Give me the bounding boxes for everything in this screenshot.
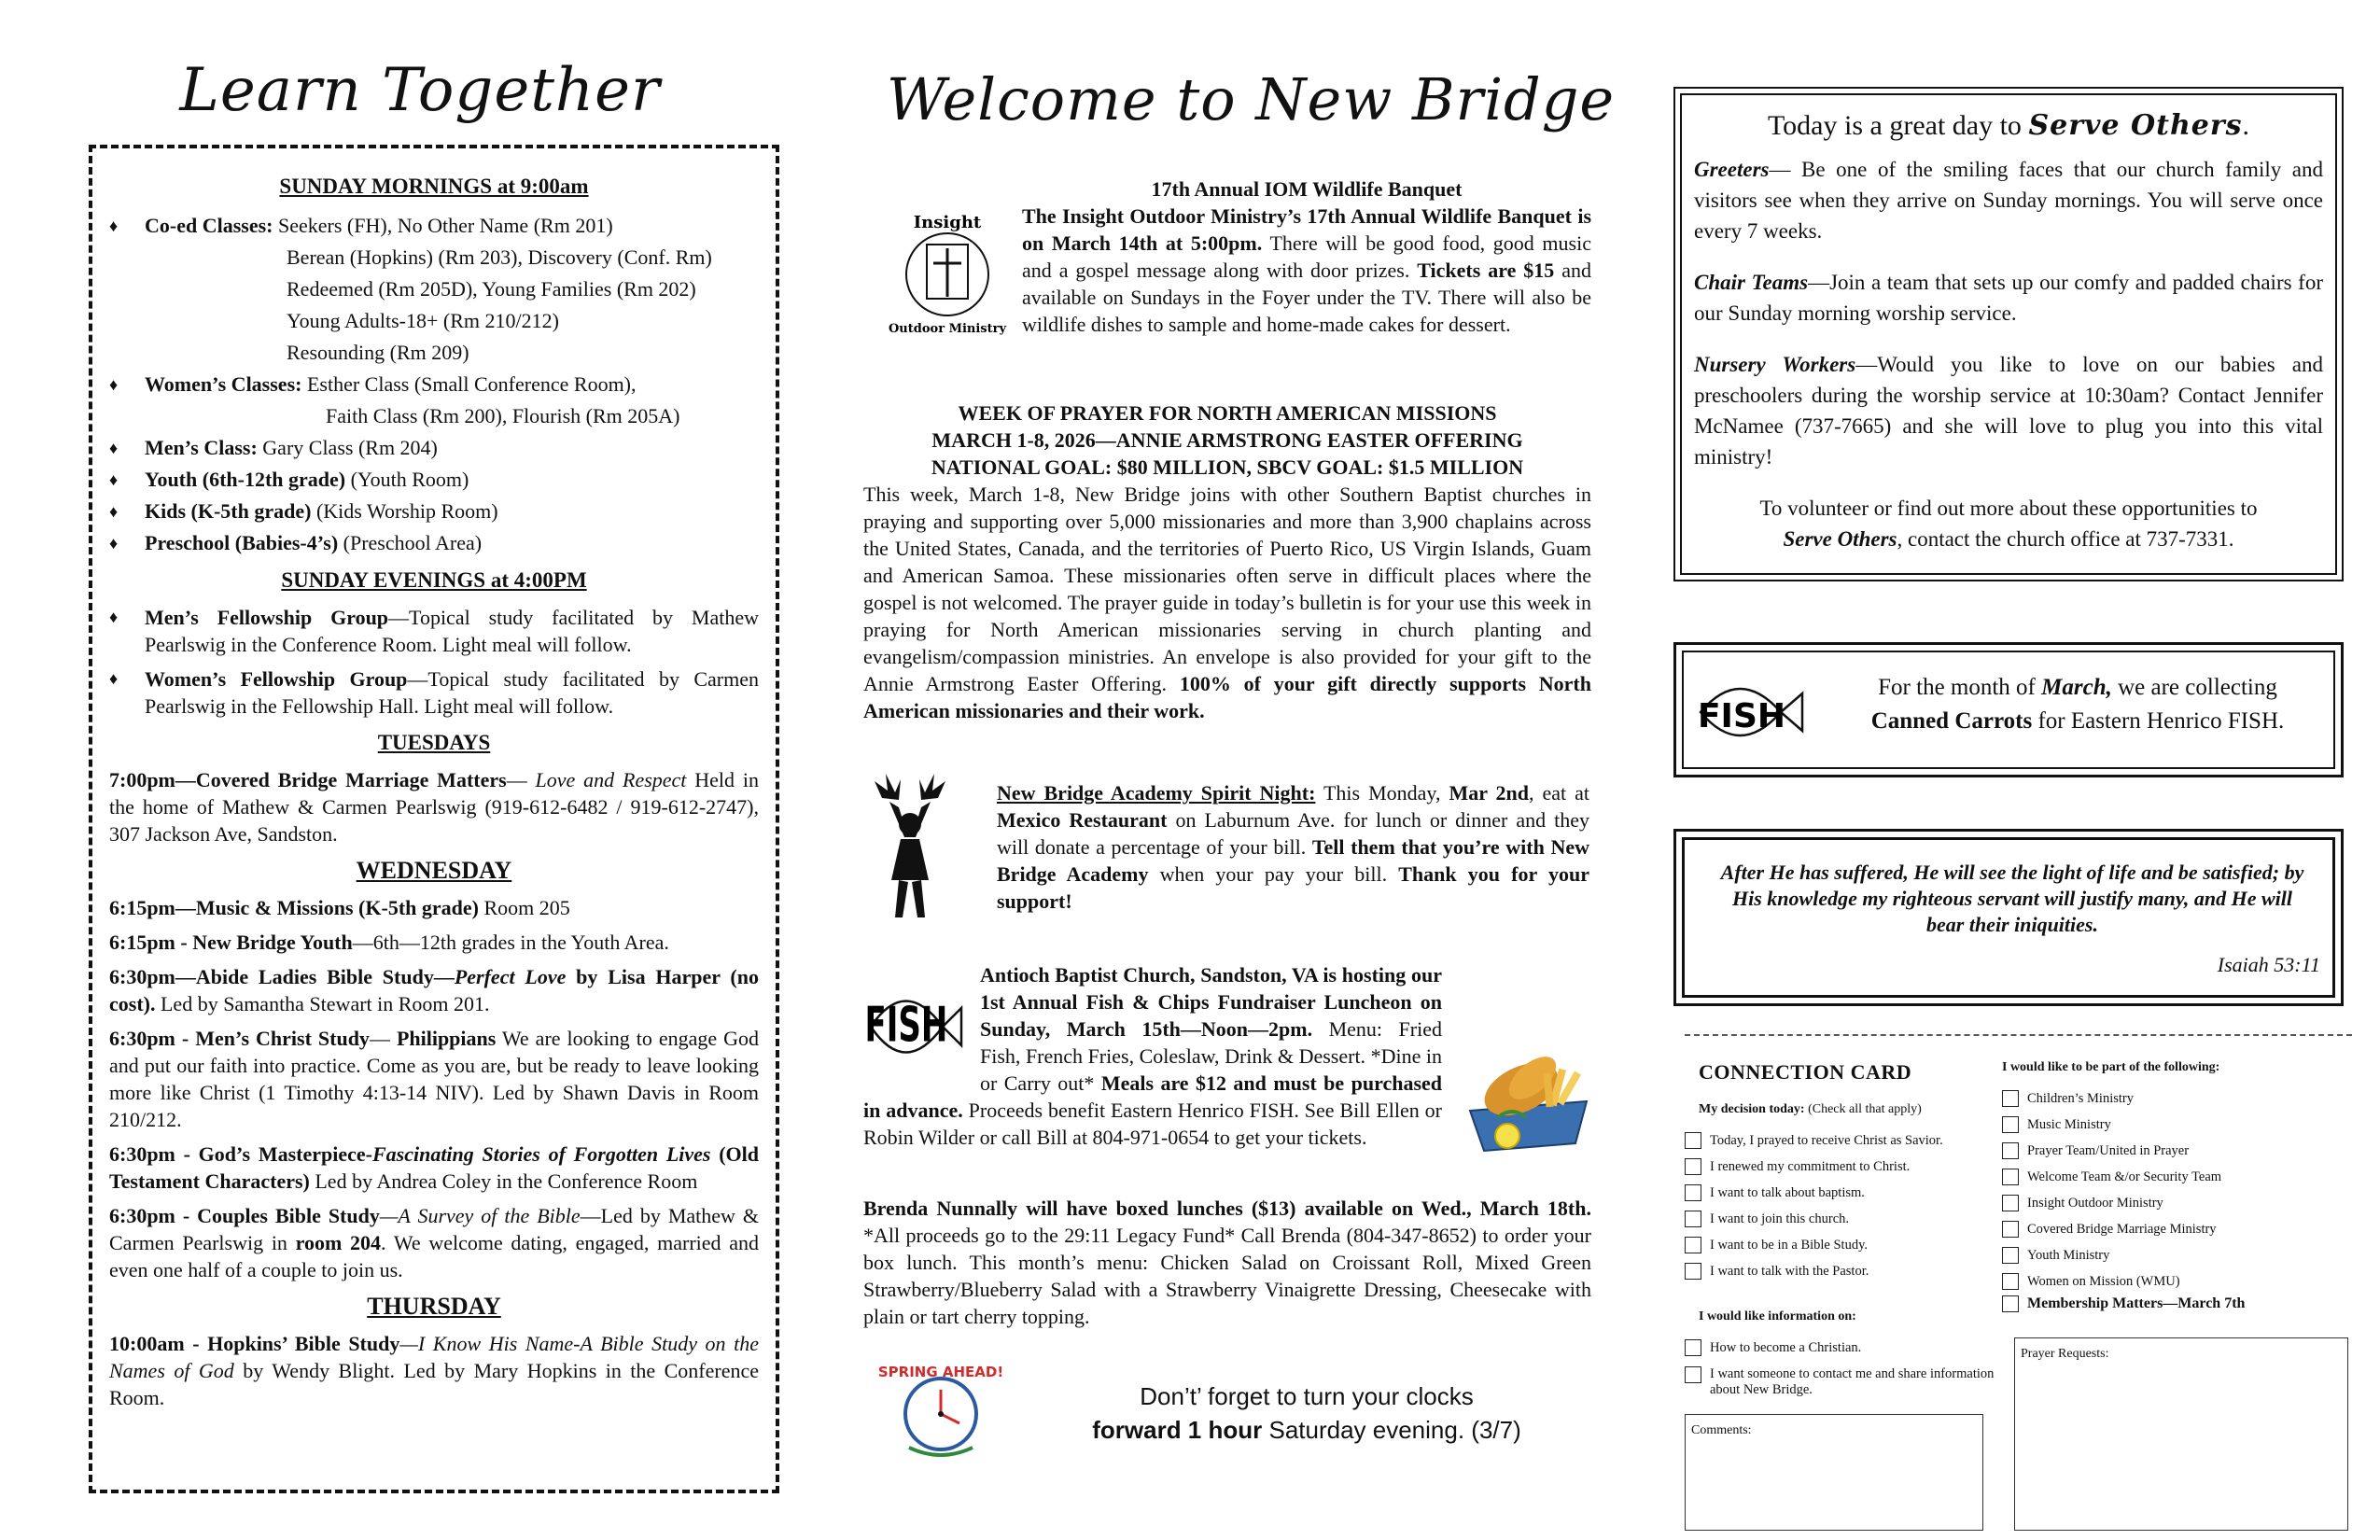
spring-ahead-clock-icon — [877, 1358, 1004, 1461]
logo-text: Outdoor Ministry — [888, 322, 1007, 336]
insight-outdoor-ministry-logo — [888, 207, 1007, 338]
ministry-checkbox[interactable]: Covered Bridge Marriage Ministry — [2002, 1216, 2347, 1242]
sunday-mornings-heading: SUNDAY MORNINGS at 9:00am — [279, 175, 589, 198]
logo-text: SPRING AHEAD! — [877, 1364, 1004, 1380]
kids-class: ♦ Kids (K-5th grade) (Kids Worship Room) — [109, 496, 759, 527]
fish-logo-icon — [1695, 665, 1807, 759]
decision-checkbox[interactable]: I want to join this church. — [1685, 1206, 2002, 1232]
womens-classes: ♦ Women’s Classes: Esther Class (Small Conference Room), — [109, 369, 759, 400]
serve-title: Today is a great day to Serve Others. — [1767, 109, 2250, 142]
coed-line: Berean (Hopkins) (Rm 203), Discovery (Conf. Rm) — [287, 245, 712, 269]
missions-heading: WEEK OF PRAYER FOR NORTH AMERICAN MISSIONS — [958, 401, 1497, 425]
ministry-checkbox[interactable]: Youth Ministry — [2002, 1242, 2347, 1268]
ministry-checkbox[interactable]: Prayer Team/United in Prayer — [2002, 1138, 2347, 1164]
decision-checkbox[interactable]: Today, I prayed to receive Christ as Savior. — [1685, 1127, 2002, 1154]
logo-text: FISH — [864, 997, 948, 1054]
mens-class: ♦ Men’s Class: Gary Class (Rm 204) — [109, 432, 759, 464]
scripture-verse-box — [1673, 829, 2344, 1006]
youth-class: ♦ Youth (6th-12th grade) (Youth Room) — [109, 464, 759, 496]
membership-matters-checkbox[interactable]: Membership Matters—March 7th — [2002, 1291, 2245, 1316]
logo-text: FISH — [1697, 697, 1786, 735]
decision-list — [1685, 1127, 2002, 1284]
decision-checkbox[interactable]: I want to talk with the Pastor. — [1685, 1258, 2002, 1284]
missions-week-of-prayer: WEEK OF PRAYER FOR NORTH AMERICAN MISSIONS MARCH 1-8, 2026—ANNIE ARMSTRONG EASTER OFFERING NATIONAL GOAL: $80 MILLION, SBCV GOAL: $1.5 MILLION This week, March 1-8, New Bridge joins with other Southern Baptist churches in praying and supporting over 5,000 missionaries and more than 3,900 chaplains across the United States, Canada, and the territories of Puerto Rico, US Virgin Islands, Guam and American Samoa. These missionaries often serve in difficult places where the gospel is not welcomed. The prayer guide in today’s bulletin is for your use this week in praying for North American missionaries serving in church planting and evangelism/compassion ministries. An envelope is also provided for your gift to the Annie Armstrong Easter Offering. 100% of your gift directly supports North American missionaries and their work. — [863, 401, 1591, 722]
mens-fellowship: ♦ Men’s Fellowship Group—Topical study facilitated by Mathew Pearlswig in the Conference Room. Light meal will follow. — [109, 604, 759, 658]
thursday-heading: THURSDAY — [367, 1293, 501, 1320]
info-checkbox[interactable]: I want someone to contact me and share information about New Bridge. — [1685, 1366, 2002, 1398]
decision-checkbox[interactable]: I want to talk about baptism. — [1685, 1180, 2002, 1206]
ministry-heading: I would like to be part of the following: — [2002, 1060, 2220, 1074]
clocks-reminder: Don’t’ forget to turn your clocks forward 1 hour Saturday evening. (3/7) — [1092, 1382, 1521, 1444]
wednesday-entry: 6:30pm - Men’s Christ Study— Philippians We are looking to engage God and put our faith into practice. Come as you are, but be ready to leave looking more like Christ (1 Timothy 4:13-14 NIV). Led by Shawn Davis in Room 210/212. — [109, 1027, 760, 1131]
decision-heading: My decision today: (Check all that apply) — [1699, 1102, 1922, 1116]
iom-heading: 17th Annual IOM Wildlife Banquet — [1151, 177, 1463, 201]
fish-and-chips-image — [1456, 1050, 1605, 1157]
verse-reference: Isaiah 53:11 — [2217, 953, 2320, 976]
decision-checkbox[interactable]: I want to be in a Bible Study. — [1685, 1232, 2002, 1258]
coed-line: Resounding (Rm 209) — [287, 341, 469, 364]
ministry-list — [2002, 1085, 2347, 1295]
nursery-workers: Nursery Workers—Would you like to love on our babies and preschoolers during the worship service at 10:30am? Contact Jennifer McNamee (737-7665) and she will love to plug you into this vital ministry! — [1694, 353, 2323, 469]
decision-checkbox[interactable]: I renewed my commitment to Christ. — [1685, 1154, 2002, 1180]
coed-classes: ♦ Co-ed Classes: Seekers (FH), No Other Name (Rm 201) — [109, 210, 759, 242]
logo-text: Insight — [913, 213, 982, 232]
wednesday-entry: 6:30pm—Abide Ladies Bible Study—Perfect Love by Lisa Harper (no cost). Led by Samantha Stewart in Room 201. — [109, 965, 759, 1015]
comments-field[interactable]: Comments: — [1685, 1414, 1983, 1531]
tuesday-entry: 7:00pm—Covered Bridge Marriage Matters— Love and Respect Held in the home of Mathew & Carmen Pearlswig (919-612-6482 / 919-612-2747), 307 Jackson Ave, Sandston. — [109, 768, 759, 846]
cut-line-divider — [1685, 1034, 2352, 1036]
sunday-evenings-heading: SUNDAY EVENINGS at 4:00PM — [281, 568, 587, 592]
ministry-checkbox[interactable]: Insight Outdoor Ministry — [2002, 1190, 2347, 1216]
serve-footer: To volunteer or find out more about these opportunities to Serve Others, contact the church office at 737-7331. — [1759, 497, 2258, 551]
womens-fellowship: ♦ Women’s Fellowship Group—Topical study facilitated by Carmen Pearlswig in the Fellowship Hall. Light meal will follow. — [109, 665, 759, 720]
info-list — [1685, 1335, 2002, 1398]
fish-collection-text: For the month of March, we are collecting Canned Carrots for Eastern Henrico FISH. — [1870, 675, 2285, 734]
verse-text: After He has suffered, He will see the light of life and be satisfied; by His knowledge my righteous servant will justify many, and He will bear their iniquities. — [1720, 861, 2304, 936]
womens-line: Faith Class (Rm 200), Flourish (Rm 205A) — [326, 404, 680, 427]
prayer-requests-field[interactable]: Prayer Requests: — [2014, 1337, 2348, 1531]
fish-and-chips-fundraiser: Antioch Baptist Church, Sandston, VA is hosting our 1st Annual Fish & Chips Fundraiser Luncheon on Sunday, March 15th—Noon—2pm. Menu: Fried Fish, French Fries, Coleslaw, Drink & Dessert. *Dine in or Carry out* Meals are $12 and must be purchased in advance. Proceeds benefit Eastern Henrico FISH. See Bill Ellen or Robin Wilder or call Bill at 804-971-0654 to get your tickets. — [863, 961, 1591, 1167]
missions-heading: MARCH 1-8, 2026—ANNIE ARMSTRONG EASTER OFFERING — [931, 428, 1523, 452]
ministry-checkbox[interactable]: Music Ministry — [2002, 1112, 2347, 1138]
missions-heading: NATIONAL GOAL: $80 MILLION, SBCV GOAL: $1.5 MILLION — [931, 455, 1524, 479]
ministry-checkbox[interactable]: Welcome Team &/or Security Team — [2002, 1164, 2347, 1190]
coed-line: Redeemed (Rm 205D), Young Families (Rm 202) — [287, 277, 696, 301]
info-heading: I would like information on: — [1699, 1309, 1856, 1323]
wednesday-entry: 6:30pm - Couples Bible Study—A Survey of the Bible—Led by Mathew & Carmen Pearlswig in room 204. We welcome dating, engaged, married and even one half of a couple to join us. — [109, 1204, 759, 1281]
coed-line: Young Adults-18+ (Rm 210/212) — [287, 309, 559, 332]
greeters: Greeters— Be one of the smiling faces that our church family and visitors see when they arrive on Sunday mornings. You will serve once every 7 weeks. — [1694, 158, 2323, 243]
tuesdays-heading: TUESDAYS — [377, 731, 491, 754]
preschool-class: ♦ Preschool (Babies-4’s) (Preschool Area) — [109, 527, 759, 559]
learn-together-box — [89, 145, 779, 1493]
wednesday-heading: WEDNESDAY — [356, 857, 512, 884]
thursday-entry: 10:00am - Hopkins’ Bible Study—I Know His Name-A Bible Study on the Names of God by Wendy Blight. Led by Mary Hopkins in the Conference Room. — [109, 1332, 759, 1409]
boxed-lunches: Brenda Nunnally will have boxed lunches ($13) available on Wed., March 18th. *All proceeds go to the 29:11 Legacy Fund* Call Brenda (804-347-8652) to order your box lunch. This month’s menu: Chicken Salad on Croissant Roll, Mixed Green Strawberry/Blueberry Salad with a Strawberry Vinaigrette Dressing, Cheesecake with plain or tart cherry topping. — [863, 1197, 1591, 1328]
chair-teams: Chair Teams—Join a team that sets up our comfy and padded chairs for our Sunday morning worship service. — [1694, 271, 2323, 325]
ministry-checkbox[interactable]: Women on Mission (WMU) — [2002, 1268, 2347, 1295]
fish-logo-icon — [863, 971, 966, 1083]
connection-card — [1680, 1050, 2352, 1535]
wednesday-entry: 6:15pm - New Bridge Youth—6th—12th grades in the Youth Area. — [109, 931, 669, 954]
cheerleader-icon — [863, 770, 957, 924]
spirit-night: New Bridge Academy Spirit Night: This Monday, Mar 2nd, eat at Mexico Restaurant on Laburnum Ave. for lunch or dinner and they will donate a percentage of your bill. Tell them that you’re with New Bridge Academy when your pay your bill. Thank you for your support! — [997, 781, 1589, 913]
wednesday-entry: 6:30pm - God’s Masterpiece-Fascinating Stories of Forgotten Lives (Old Testament Characters) Led by Andrea Coley in the Conference Room — [109, 1142, 759, 1193]
iom-banquet: 17th Annual IOM Wildlife Banquet The Insight Outdoor Ministry’s 17th Annual Wildlife Banquet is on March 14th at 5:00pm. There will be good food, good music and a gospel message along with door prizes. Tickets are $15 and available on Sundays in the Foyer under the TV. There will also be wildlife dishes to sample and home-made cakes for dessert. — [1022, 177, 1591, 336]
connection-card-title: CONNECTION CARD — [1699, 1060, 1912, 1084]
serve-others-box — [1673, 87, 2344, 581]
ministry-checkbox[interactable]: Children’s Ministry — [2002, 1085, 2347, 1112]
welcome-title: Welcome to New Bridge — [886, 65, 1616, 133]
learn-together-title: Learn Together — [179, 56, 661, 125]
fish-collection-box — [1673, 642, 2344, 777]
info-checkbox[interactable]: How to become a Christian. — [1685, 1335, 2002, 1361]
wednesday-entry: 6:15pm—Music & Missions (K-5th grade) Room 205 — [109, 896, 570, 919]
